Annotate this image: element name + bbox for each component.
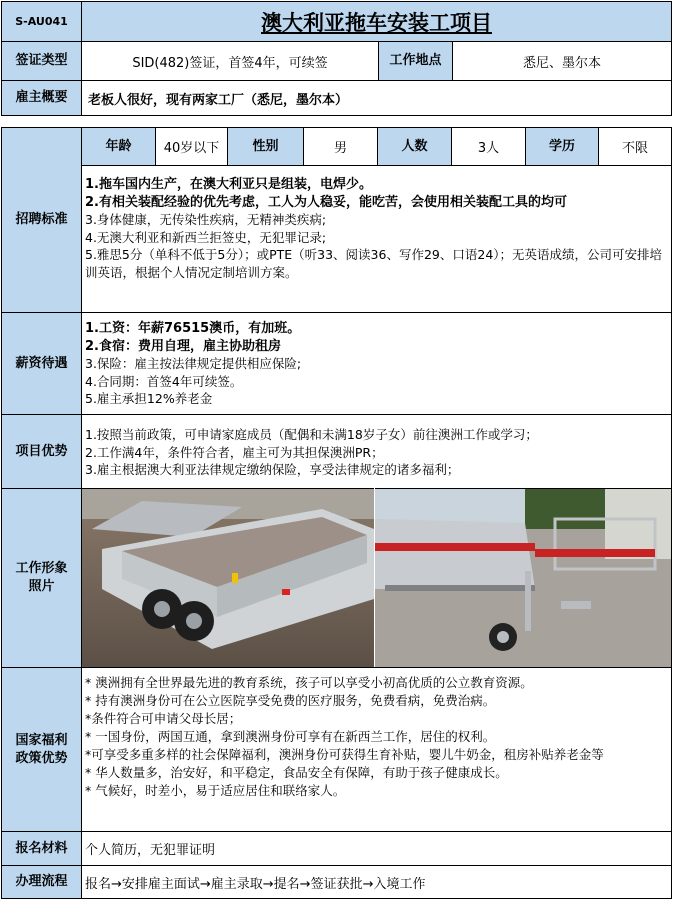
welfare-line: * 华人数量多，治安好，和平稳定，食品安全有保障，有助于孩子健康成长。 [85,765,508,780]
main-block [1,127,672,899]
welfare-line: * 一国身份，两国互通，拿到澳洲身份可享有在新西兰工作，居住的权利。 [85,729,496,744]
recruit-label: 招聘标准 [2,128,81,312]
page-title: 澳大利亚拖车安装工项目 [82,2,671,41]
advantage-line: 1.按照当前政策，可申请家庭成员（配偶和未满18岁子女）前往澳洲工作或学习； [85,427,538,442]
count-value: 3人 [477,141,500,156]
employer-value: 老板人很好，现有两家工厂（悉尼，墨尔本） [88,92,349,108]
salary-line: 2.食宿：费用自理，雇主协助租房 [85,338,281,354]
advantage-line: 2.工作满4年，条件符合者，雇主可为其担保澳洲PR； [85,444,384,460]
work-location-label: 工作地点 [379,42,452,80]
materials-value: 个人简历，无犯罪证明 [85,843,216,858]
recruit-requirements [85,176,670,282]
education-value: 不限 [621,141,648,156]
gender-value: 男 [333,141,347,156]
welfare-line: * 气候好，时差小，易于适应居住和联络家人。 [85,783,346,798]
advantage-details [85,426,670,479]
salary-line: 5.雇主承担12%养老金 [85,391,213,407]
gender-label: 性别 [228,128,303,165]
trailer-photo-right [375,489,671,667]
recruit-line: 4.无澳大利亚和新西兰拒签史，无犯罪记录; [85,229,327,245]
education-label: 学历 [526,128,598,165]
welfare-label: 国家福利政策优势 [2,668,81,831]
salary-line: 4.合同期：首签4年可续签。 [85,373,243,389]
salary-line: 3.保险：雇主按法律规定提供相应保险; [85,356,302,372]
advantage-line: 3.雇主根据澳大利亚法律规定缴纳保险，享受法律规定的诸多福利； [85,462,460,478]
salary-label: 薪资待遇 [2,313,81,414]
welfare-line: * 持有澳洲身份可在公立医院享受免费的医疗服务，免费看病，免费治病。 [85,693,496,708]
trailer-photo-left [82,489,374,667]
salary-details [85,320,670,408]
header-block [1,1,672,116]
salary-line: 1.工资：年薪76515澳币，有加班。 [85,321,301,336]
visa-type-label: 签证类型 [2,42,81,80]
materials-label: 报名材料 [2,832,81,865]
process-value: 报名→安排雇主面试→雇主录取→提名→签证获批→入境工作 [85,876,426,892]
welfare-line: *可享受多重多样的社会保障福利，澳洲身份可获得生育补贴，婴儿牛奶金，租房补贴养老金等 [85,747,604,762]
work-location-value: 悉尼、墨尔本 [522,55,601,71]
project-code: S-AU041 [2,2,81,41]
welfare-line: *条件符合可申请父母长居； [85,711,242,726]
process-label: 办理流程 [2,866,81,898]
welfare-details [85,674,670,800]
advantage-label: 项目优势 [2,415,81,488]
employer-label: 雇主概要 [2,81,81,115]
visa-type-value: SID(482)签证，首签4年，可续签 [132,55,328,71]
photos-label: 工作形象照片 [2,489,81,667]
age-label: 年龄 [82,128,155,165]
age-value: 40岁以下 [163,141,220,156]
recruit-line: 5.雅思5分（单科不低于5分）；或PTE（听33、阅读36、写作29、口语24）；无英语成绩，公司可安排培训英语，根据个人情况定制培训方案。 [85,247,663,280]
welfare-line: * 澳洲拥有全世界最先进的教育系统，孩子可以享受小初高优质的公立教育资源。 [85,675,533,690]
recruit-line: 3.身体健康，无传染性疾病，无精神类疾病; [85,212,327,228]
count-label: 人数 [378,128,451,165]
recruit-line: 2.有相关装配经验的优先考虑，工人为人稳妥，能吃苦，会使用相关装配工具的均可 [85,194,567,210]
recruit-line: 1.拖车国内生产，在澳大利亚只是组装，电焊少。 [85,177,372,192]
